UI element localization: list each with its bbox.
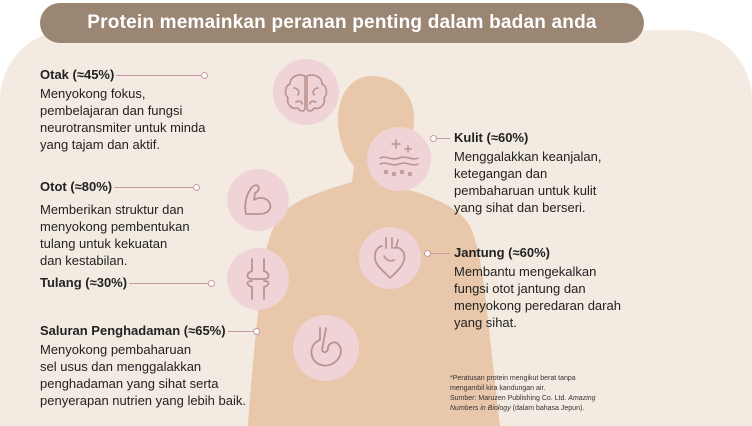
section-description: Menyokong fokus, pembelajaran dan fungsi neurotransmiter untuk minda yang tajam dan aktif.	[40, 86, 206, 152]
section-otak	[40, 67, 208, 153]
section-description: Memberikan struktur dan menyokong pembentukan tulang untuk kekuatan dan kestabilan.	[40, 202, 190, 268]
source-citation-cont: Numbers in Biology (dalam bahasa Jepun).	[450, 405, 585, 412]
connector-dot	[253, 328, 260, 335]
section-title: Tulang (≈30%)	[40, 275, 128, 290]
connector-dot	[201, 72, 208, 79]
section-title: Otot (≈80%)	[40, 179, 113, 194]
section-kulit	[430, 130, 601, 216]
section-otot	[40, 179, 200, 269]
section-saluran	[40, 323, 260, 409]
connector-line	[116, 75, 202, 76]
connector-dot	[208, 280, 215, 287]
section-description: Membantu mengekalkan fungsi otot jantung dan menyokong peredaran darah yang sihat.	[454, 264, 621, 330]
source-citation: Sumber: Maruzen Publishing Co. Ltd. Amazing	[450, 395, 596, 402]
connector-dot	[193, 184, 200, 191]
muscle-icon	[226, 168, 290, 232]
section-description: Menyokong pembaharuan sel usus dan menggalakkan penghadaman yang sihat serta penyerapan nutrien yang lebih baik.	[40, 342, 246, 408]
section-jantung	[424, 245, 621, 331]
connector-line	[114, 187, 194, 188]
section-tulang	[40, 275, 215, 290]
heart-icon	[358, 226, 422, 290]
connector-line	[436, 138, 450, 139]
connector-line	[129, 283, 209, 284]
page-title: Protein memainkan peranan penting dalam badan anda	[40, 3, 644, 43]
connector-line	[228, 331, 254, 332]
footnote-line: mengambil kira kandungan air.	[450, 385, 546, 392]
section-title: Kulit (≈60%)	[454, 130, 529, 145]
bone-joint-icon	[226, 247, 290, 311]
footnote	[450, 374, 650, 414]
connector-line	[430, 253, 450, 254]
brain-icon	[272, 58, 340, 126]
section-title: Otak (≈45%)	[40, 67, 115, 82]
section-title: Jantung (≈60%)	[454, 245, 550, 260]
stomach-icon	[292, 314, 360, 382]
section-title: Saluran Penghadaman (≈65%)	[40, 323, 226, 338]
section-description: Menggalakkan keanjalan, ketegangan dan pembaharuan untuk kulit yang sihat dan berseri.	[454, 149, 602, 215]
skin-icon	[366, 126, 432, 192]
footnote-line: *Peratusan protein mengikut berat tanpa	[450, 375, 576, 382]
